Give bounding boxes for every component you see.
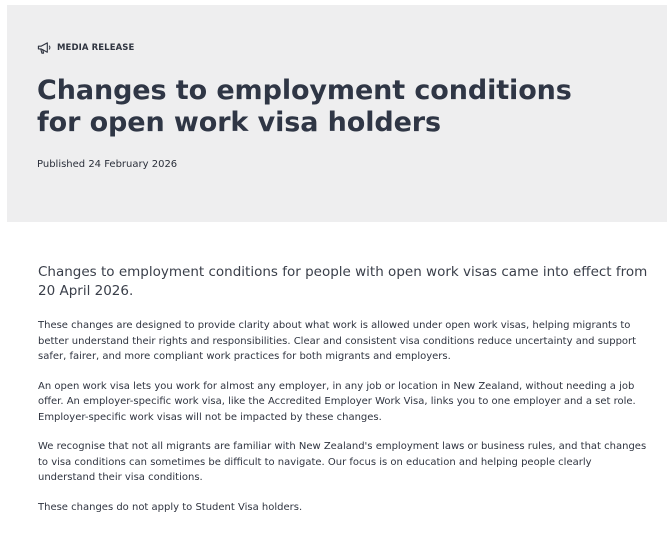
tag-label: MEDIA RELEASE bbox=[57, 43, 135, 53]
article-body bbox=[38, 263, 650, 529]
body-paragraph: These changes do not apply to Student Visa holders. bbox=[38, 501, 303, 513]
body-paragraph: We recognise that not all migrants are familiar with New Zealand's employment laws or business rules, and that changes to visa conditions can sometimes be difficult to navigate. Our focus is on education and helping people clearly understand their visa conditions. bbox=[38, 441, 647, 483]
media-release-tag bbox=[37, 41, 134, 55]
page-title: Changes to employment conditions for open work visa holders bbox=[37, 75, 572, 138]
body-paragraph: These changes are designed to provide clarity about what work is allowed under open work visas, helping migrants to better understand their rights and responsibilities. Clear and consistent visa conditions reduce uncertainty and support safer, fairer, and more compliant work practices for both migrants and employers. bbox=[38, 320, 637, 362]
hero-banner bbox=[7, 5, 667, 222]
lead-paragraph: Changes to employment conditions for people with open work visas came into effect from 20 April 2026. bbox=[38, 264, 648, 299]
megaphone-icon bbox=[37, 41, 52, 55]
published-date: Published 24 February 2026 bbox=[37, 159, 178, 170]
body-paragraph: An open work visa lets you work for almost any employer, in any job or location in New Zealand, without needing a job offer. An employer-specific work visa, like the Accredited Employer Work Visa, links you to one employer and a set role. Employer-specific work visas will not be impacted by these changes. bbox=[38, 380, 636, 423]
